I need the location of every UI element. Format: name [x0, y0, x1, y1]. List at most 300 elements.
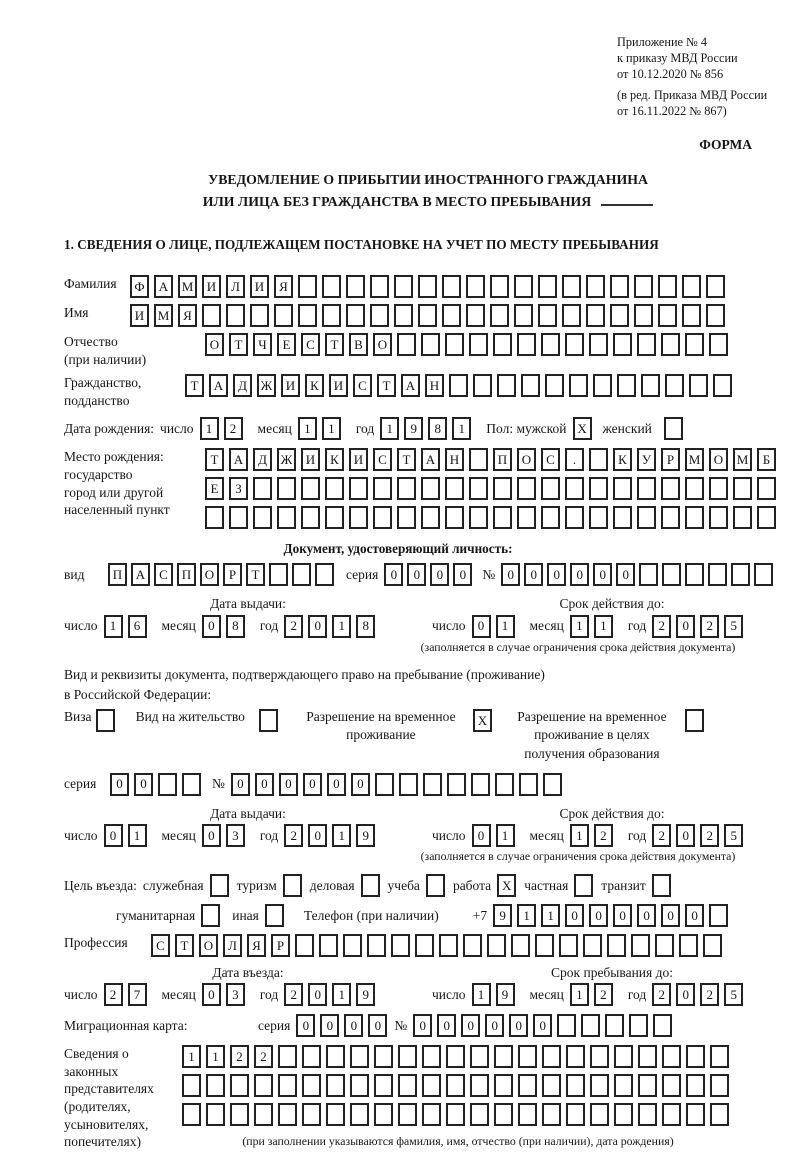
char-cell[interactable] — [757, 477, 776, 500]
char-cell[interactable]: А — [421, 448, 440, 471]
char-cell[interactable] — [639, 563, 658, 586]
char-cell[interactable] — [661, 333, 680, 356]
char-cell[interactable]: Р — [661, 448, 680, 471]
char-cell[interactable] — [423, 773, 442, 796]
purpose-private-checkbox[interactable] — [574, 874, 593, 897]
char-cell[interactable]: 0 — [461, 1014, 480, 1037]
char-cell[interactable] — [326, 1045, 345, 1068]
char-cell[interactable] — [613, 477, 632, 500]
char-cell[interactable]: И — [281, 374, 300, 397]
char-cell[interactable] — [518, 1103, 537, 1126]
char-cell[interactable] — [422, 1103, 441, 1126]
char-cell[interactable]: 1 — [496, 824, 515, 847]
char-cell[interactable]: Т — [397, 448, 416, 471]
char-cell[interactable] — [250, 304, 269, 327]
char-cell[interactable]: 9 — [356, 824, 375, 847]
char-cell[interactable]: 0 — [430, 563, 449, 586]
char-cell[interactable] — [662, 1045, 681, 1068]
char-cell[interactable]: Ж — [277, 448, 296, 471]
char-cell[interactable] — [367, 934, 386, 957]
char-cell[interactable]: О — [517, 448, 536, 471]
char-cell[interactable]: 0 — [501, 563, 520, 586]
char-cell[interactable] — [518, 1074, 537, 1097]
sex-male-checkbox[interactable]: X — [573, 417, 592, 440]
char-cell[interactable]: 0 — [202, 983, 221, 1006]
char-cell[interactable] — [302, 1103, 321, 1126]
char-cell[interactable] — [613, 333, 632, 356]
char-cell[interactable]: 9 — [493, 904, 512, 927]
char-cell[interactable]: . — [565, 448, 584, 471]
char-cell[interactable] — [754, 563, 773, 586]
char-cell[interactable] — [559, 934, 578, 957]
char-cell[interactable] — [298, 275, 317, 298]
char-cell[interactable]: К — [613, 448, 632, 471]
char-cell[interactable] — [302, 1074, 321, 1097]
char-cell[interactable] — [442, 275, 461, 298]
char-cell[interactable]: 1 — [298, 417, 317, 440]
char-cell[interactable] — [682, 304, 701, 327]
char-cell[interactable] — [519, 773, 538, 796]
char-cell[interactable]: 1 — [332, 824, 351, 847]
char-cell[interactable]: Д — [253, 448, 272, 471]
char-cell[interactable] — [397, 333, 416, 356]
char-cell[interactable] — [638, 1045, 657, 1068]
char-cell[interactable] — [394, 275, 413, 298]
char-cell[interactable] — [542, 1103, 561, 1126]
char-cell[interactable] — [637, 506, 656, 529]
char-cell[interactable]: 2 — [700, 983, 719, 1006]
char-cell[interactable] — [487, 934, 506, 957]
char-cell[interactable] — [581, 1014, 600, 1037]
char-cell[interactable] — [205, 506, 224, 529]
char-cell[interactable]: 1 — [570, 615, 589, 638]
char-cell[interactable]: 1 — [472, 983, 491, 1006]
char-cell[interactable]: 8 — [226, 615, 245, 638]
char-cell[interactable] — [422, 1074, 441, 1097]
char-cell[interactable] — [397, 506, 416, 529]
char-cell[interactable]: К — [325, 448, 344, 471]
char-cell[interactable]: 0 — [308, 615, 327, 638]
char-cell[interactable] — [703, 934, 722, 957]
char-cell[interactable] — [566, 1045, 585, 1068]
char-cell[interactable]: 0 — [104, 824, 123, 847]
char-cell[interactable] — [398, 1045, 417, 1068]
char-cell[interactable]: 0 — [303, 773, 322, 796]
char-cell[interactable] — [446, 1074, 465, 1097]
char-cell[interactable]: О — [199, 934, 218, 957]
char-cell[interactable] — [685, 333, 704, 356]
char-cell[interactable] — [583, 934, 602, 957]
char-cell[interactable]: 3 — [226, 983, 245, 1006]
char-cell[interactable] — [562, 275, 581, 298]
char-cell[interactable] — [373, 477, 392, 500]
purpose-business-checkbox[interactable] — [361, 874, 380, 897]
char-cell[interactable] — [518, 1045, 537, 1068]
char-cell[interactable]: Л — [226, 275, 245, 298]
char-cell[interactable] — [469, 477, 488, 500]
char-cell[interactable]: 0 — [616, 563, 635, 586]
char-cell[interactable] — [350, 1074, 369, 1097]
char-cell[interactable] — [490, 275, 509, 298]
char-cell[interactable] — [326, 1103, 345, 1126]
char-cell[interactable] — [614, 1074, 633, 1097]
char-cell[interactable]: 2 — [284, 615, 303, 638]
char-cell[interactable] — [566, 1103, 585, 1126]
char-cell[interactable] — [614, 1103, 633, 1126]
char-cell[interactable] — [562, 304, 581, 327]
char-cell[interactable] — [706, 275, 725, 298]
char-cell[interactable]: Ж — [257, 374, 276, 397]
char-cell[interactable] — [661, 506, 680, 529]
char-cell[interactable] — [708, 563, 727, 586]
char-cell[interactable] — [398, 1103, 417, 1126]
char-cell[interactable] — [685, 563, 704, 586]
char-cell[interactable] — [325, 477, 344, 500]
char-cell[interactable]: 0 — [344, 1014, 363, 1037]
char-cell[interactable]: С — [353, 374, 372, 397]
char-cell[interactable] — [689, 374, 708, 397]
char-cell[interactable] — [206, 1103, 225, 1126]
char-cell[interactable]: М — [733, 448, 752, 471]
char-cell[interactable]: 1 — [332, 615, 351, 638]
char-cell[interactable]: С — [154, 563, 173, 586]
char-cell[interactable]: Я — [178, 304, 197, 327]
char-cell[interactable]: К — [305, 374, 324, 397]
char-cell[interactable] — [706, 304, 725, 327]
char-cell[interactable]: И — [250, 275, 269, 298]
char-cell[interactable] — [445, 506, 464, 529]
char-cell[interactable] — [641, 374, 660, 397]
char-cell[interactable] — [315, 563, 334, 586]
char-cell[interactable] — [374, 1074, 393, 1097]
char-cell[interactable] — [617, 374, 636, 397]
char-cell[interactable] — [634, 275, 653, 298]
char-cell[interactable]: 2 — [224, 417, 243, 440]
char-cell[interactable]: 0 — [509, 1014, 528, 1037]
char-cell[interactable]: 2 — [594, 983, 613, 1006]
char-cell[interactable] — [589, 477, 608, 500]
char-cell[interactable] — [637, 333, 656, 356]
char-cell[interactable] — [731, 563, 750, 586]
char-cell[interactable]: М — [685, 448, 704, 471]
char-cell[interactable] — [349, 506, 368, 529]
char-cell[interactable]: 2 — [652, 615, 671, 638]
char-cell[interactable]: Т — [246, 563, 265, 586]
char-cell[interactable] — [278, 1074, 297, 1097]
char-cell[interactable] — [469, 448, 488, 471]
char-cell[interactable]: 1 — [206, 1045, 225, 1068]
char-cell[interactable]: Б — [757, 448, 776, 471]
char-cell[interactable] — [682, 275, 701, 298]
char-cell[interactable] — [346, 275, 365, 298]
char-cell[interactable] — [517, 506, 536, 529]
char-cell[interactable] — [466, 304, 485, 327]
char-cell[interactable]: 2 — [230, 1045, 249, 1068]
char-cell[interactable]: И — [301, 448, 320, 471]
char-cell[interactable]: 0 — [110, 773, 129, 796]
char-cell[interactable]: 1 — [496, 615, 515, 638]
char-cell[interactable] — [686, 1045, 705, 1068]
char-cell[interactable] — [298, 304, 317, 327]
char-cell[interactable]: Ф — [130, 275, 149, 298]
char-cell[interactable]: 0 — [308, 824, 327, 847]
char-cell[interactable]: 0 — [255, 773, 274, 796]
char-cell[interactable]: Л — [223, 934, 242, 957]
char-cell[interactable] — [322, 304, 341, 327]
char-cell[interactable]: 1 — [104, 615, 123, 638]
char-cell[interactable]: 0 — [202, 615, 221, 638]
char-cell[interactable]: 0 — [134, 773, 153, 796]
char-cell[interactable] — [301, 506, 320, 529]
char-cell[interactable] — [658, 275, 677, 298]
char-cell[interactable]: 0 — [308, 983, 327, 1006]
purpose-work-checkbox[interactable]: X — [497, 874, 516, 897]
char-cell[interactable]: 0 — [565, 904, 584, 927]
char-cell[interactable] — [610, 304, 629, 327]
char-cell[interactable] — [278, 1045, 297, 1068]
char-cell[interactable]: 0 — [570, 563, 589, 586]
char-cell[interactable] — [565, 477, 584, 500]
char-cell[interactable]: О — [200, 563, 219, 586]
char-cell[interactable]: 6 — [128, 615, 147, 638]
char-cell[interactable] — [301, 477, 320, 500]
char-cell[interactable] — [182, 1103, 201, 1126]
char-cell[interactable] — [439, 934, 458, 957]
char-cell[interactable] — [514, 304, 533, 327]
char-cell[interactable]: 2 — [254, 1045, 273, 1068]
char-cell[interactable] — [319, 934, 338, 957]
char-cell[interactable] — [679, 934, 698, 957]
char-cell[interactable]: И — [329, 374, 348, 397]
char-cell[interactable] — [709, 477, 728, 500]
char-cell[interactable]: Е — [205, 477, 224, 500]
char-cell[interactable] — [254, 1074, 273, 1097]
char-cell[interactable]: Д — [233, 374, 252, 397]
residence-permit-checkbox[interactable] — [259, 709, 278, 732]
char-cell[interactable] — [495, 773, 514, 796]
char-cell[interactable] — [421, 477, 440, 500]
char-cell[interactable]: 0 — [589, 904, 608, 927]
char-cell[interactable] — [350, 1103, 369, 1126]
char-cell[interactable] — [709, 904, 728, 927]
char-cell[interactable]: Т — [229, 333, 248, 356]
char-cell[interactable] — [490, 304, 509, 327]
char-cell[interactable] — [733, 506, 752, 529]
char-cell[interactable]: А — [209, 374, 228, 397]
char-cell[interactable] — [370, 304, 389, 327]
char-cell[interactable] — [565, 333, 584, 356]
char-cell[interactable] — [292, 563, 311, 586]
char-cell[interactable]: Т — [185, 374, 204, 397]
char-cell[interactable]: 0 — [384, 563, 403, 586]
char-cell[interactable]: 5 — [724, 615, 743, 638]
char-cell[interactable]: 1 — [322, 417, 341, 440]
char-cell[interactable] — [202, 304, 221, 327]
char-cell[interactable] — [253, 506, 272, 529]
char-cell[interactable] — [638, 1103, 657, 1126]
char-cell[interactable] — [557, 1014, 576, 1037]
char-cell[interactable]: И — [202, 275, 221, 298]
char-cell[interactable] — [586, 275, 605, 298]
char-cell[interactable] — [374, 1103, 393, 1126]
char-cell[interactable] — [373, 506, 392, 529]
char-cell[interactable] — [590, 1045, 609, 1068]
char-cell[interactable] — [442, 304, 461, 327]
char-cell[interactable]: С — [151, 934, 170, 957]
char-cell[interactable]: С — [373, 448, 392, 471]
char-cell[interactable] — [182, 773, 201, 796]
char-cell[interactable]: О — [373, 333, 392, 356]
visa-checkbox[interactable] — [96, 709, 115, 732]
char-cell[interactable] — [277, 477, 296, 500]
temp-residence-edu-checkbox[interactable] — [685, 709, 704, 732]
char-cell[interactable] — [182, 1074, 201, 1097]
char-cell[interactable]: 0 — [685, 904, 704, 927]
char-cell[interactable] — [497, 374, 516, 397]
char-cell[interactable] — [713, 374, 732, 397]
char-cell[interactable]: З — [229, 477, 248, 500]
temp-residence-checkbox[interactable]: X — [473, 709, 492, 732]
char-cell[interactable]: 0 — [407, 563, 426, 586]
char-cell[interactable] — [397, 477, 416, 500]
char-cell[interactable]: 2 — [104, 983, 123, 1006]
char-cell[interactable] — [493, 333, 512, 356]
char-cell[interactable] — [605, 1014, 624, 1037]
char-cell[interactable]: 0 — [676, 983, 695, 1006]
char-cell[interactable]: 0 — [661, 904, 680, 927]
char-cell[interactable] — [421, 506, 440, 529]
char-cell[interactable] — [470, 1045, 489, 1068]
char-cell[interactable] — [253, 477, 272, 500]
char-cell[interactable] — [589, 333, 608, 356]
char-cell[interactable]: Я — [247, 934, 266, 957]
char-cell[interactable] — [545, 374, 564, 397]
char-cell[interactable]: Ч — [253, 333, 272, 356]
char-cell[interactable] — [445, 333, 464, 356]
char-cell[interactable] — [445, 477, 464, 500]
char-cell[interactable]: 0 — [472, 824, 491, 847]
char-cell[interactable] — [733, 477, 752, 500]
char-cell[interactable]: 0 — [327, 773, 346, 796]
char-cell[interactable]: 2 — [652, 983, 671, 1006]
char-cell[interactable]: А — [229, 448, 248, 471]
char-cell[interactable] — [391, 934, 410, 957]
char-cell[interactable]: 1 — [594, 615, 613, 638]
char-cell[interactable] — [569, 374, 588, 397]
char-cell[interactable] — [565, 506, 584, 529]
char-cell[interactable]: 0 — [279, 773, 298, 796]
char-cell[interactable]: П — [108, 563, 127, 586]
char-cell[interactable] — [394, 304, 413, 327]
char-cell[interactable] — [421, 333, 440, 356]
char-cell[interactable] — [710, 1103, 729, 1126]
char-cell[interactable]: В — [349, 333, 368, 356]
char-cell[interactable]: 2 — [284, 824, 303, 847]
char-cell[interactable] — [541, 477, 560, 500]
char-cell[interactable]: О — [205, 333, 224, 356]
char-cell[interactable]: 0 — [453, 563, 472, 586]
char-cell[interactable] — [370, 275, 389, 298]
char-cell[interactable]: 9 — [404, 417, 423, 440]
char-cell[interactable] — [709, 506, 728, 529]
char-cell[interactable] — [661, 477, 680, 500]
char-cell[interactable] — [589, 448, 608, 471]
char-cell[interactable] — [535, 934, 554, 957]
char-cell[interactable]: 2 — [700, 824, 719, 847]
char-cell[interactable]: Н — [425, 374, 444, 397]
char-cell[interactable] — [470, 1103, 489, 1126]
char-cell[interactable]: 3 — [226, 824, 245, 847]
char-cell[interactable]: 0 — [320, 1014, 339, 1037]
char-cell[interactable] — [521, 374, 540, 397]
char-cell[interactable] — [375, 773, 394, 796]
char-cell[interactable]: 9 — [356, 983, 375, 1006]
char-cell[interactable] — [226, 304, 245, 327]
char-cell[interactable] — [662, 1103, 681, 1126]
char-cell[interactable] — [326, 1074, 345, 1097]
char-cell[interactable]: 5 — [724, 824, 743, 847]
char-cell[interactable]: 0 — [533, 1014, 552, 1037]
char-cell[interactable] — [593, 374, 612, 397]
char-cell[interactable] — [614, 1045, 633, 1068]
char-cell[interactable] — [398, 1074, 417, 1097]
char-cell[interactable]: 8 — [428, 417, 447, 440]
char-cell[interactable] — [538, 304, 557, 327]
char-cell[interactable]: Т — [325, 333, 344, 356]
char-cell[interactable] — [274, 304, 293, 327]
char-cell[interactable]: 0 — [547, 563, 566, 586]
char-cell[interactable] — [158, 773, 177, 796]
sex-female-checkbox[interactable] — [664, 417, 683, 440]
char-cell[interactable] — [710, 1074, 729, 1097]
char-cell[interactable] — [658, 304, 677, 327]
purpose-tourism-checkbox[interactable] — [283, 874, 302, 897]
char-cell[interactable]: 0 — [472, 615, 491, 638]
char-cell[interactable]: М — [178, 275, 197, 298]
char-cell[interactable] — [638, 1074, 657, 1097]
char-cell[interactable]: 2 — [594, 824, 613, 847]
char-cell[interactable] — [346, 304, 365, 327]
char-cell[interactable] — [278, 1103, 297, 1126]
char-cell[interactable] — [685, 506, 704, 529]
char-cell[interactable]: Я — [274, 275, 293, 298]
char-cell[interactable] — [277, 506, 296, 529]
char-cell[interactable]: Р — [271, 934, 290, 957]
char-cell[interactable] — [685, 477, 704, 500]
char-cell[interactable]: И — [130, 304, 149, 327]
char-cell[interactable]: 2 — [284, 983, 303, 1006]
char-cell[interactable]: 1 — [517, 904, 536, 927]
char-cell[interactable] — [686, 1103, 705, 1126]
char-cell[interactable]: 0 — [676, 615, 695, 638]
char-cell[interactable]: А — [401, 374, 420, 397]
char-cell[interactable]: 1 — [570, 983, 589, 1006]
char-cell[interactable] — [350, 1045, 369, 1068]
char-cell[interactable]: 1 — [332, 983, 351, 1006]
char-cell[interactable] — [325, 506, 344, 529]
char-cell[interactable] — [469, 333, 488, 356]
char-cell[interactable]: 0 — [368, 1014, 387, 1037]
char-cell[interactable] — [254, 1103, 273, 1126]
char-cell[interactable] — [653, 1014, 672, 1037]
char-cell[interactable] — [230, 1103, 249, 1126]
char-cell[interactable]: Р — [223, 563, 242, 586]
char-cell[interactable] — [541, 506, 560, 529]
char-cell[interactable]: 2 — [700, 615, 719, 638]
char-cell[interactable] — [295, 934, 314, 957]
char-cell[interactable] — [631, 934, 650, 957]
char-cell[interactable]: П — [177, 563, 196, 586]
